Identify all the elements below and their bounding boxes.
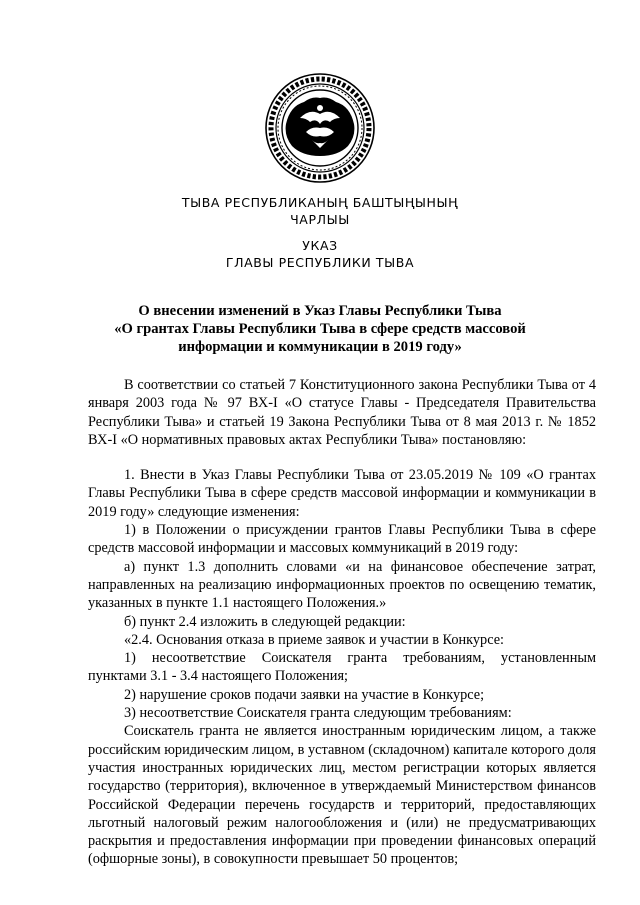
document-title-line1: О внесении изменений в Указ Главы Республики Тыва	[138, 303, 502, 319]
paragraph-subitem-1: 1) в Положении о присуждении грантов Главы Республики Тыва в сфере средств массовой информации и массовых коммуникаций в 2019 году:	[88, 522, 596, 557]
paragraph-applicant-requirement: Соискатель гранта не является иностранным юридическим лицом, а также российским юридическим лицом, в уставном (складочном) капитале которого доля участия иностранных юридических лиц, местом регистрации которых является государство (территория), включенное в утверждаемый Министерством финансов Российской Федерации перечень государств и территорий, предоставляющих льготный налоговый режим налогообложения и (или) не предусматривающих раскрытия и предоставления информации при проведении финансовых операций (офшорные зоны), в совокупности превышает 50 процентов;	[88, 723, 596, 868]
paragraph-clause-item-2: 2) нарушение сроков подачи заявки на участие в Конкурсе;	[124, 686, 485, 703]
header-russian-line1: УКАЗ	[302, 238, 338, 253]
header-tuvan-line2: ЧАРЛЫЫ	[290, 212, 350, 227]
document-title-line2: «О грантах Главы Республики Тыва в сфере средств массовой	[114, 321, 526, 337]
paragraph-clause-2-4: «2.4. Основания отказа в приеме заявок и участии в Конкурсе:	[124, 631, 505, 648]
paragraph-subitem-a: а) пункт 1.3 дополнить словами «и на финансовое обеспечение затрат, направленных на реализацию информационных проектов по освещению тематик, указанных в пункте 1.1 настоящего Положения.»	[88, 558, 596, 612]
document-body	[88, 376, 596, 869]
document-title-line3: информации и коммуникации в 2019 году»	[178, 339, 462, 355]
header-russian-line2: ГЛАВЫ РЕСПУБЛИКИ ТЫВА	[225, 255, 415, 270]
paragraph-clause-item-1: 1) несоответствие Соискателя гранта требованиям, установленным пунктами 3.1 - 3.4 настоящего Положения;	[88, 650, 596, 685]
paragraph-subitem-b: б) пункт 2.4 изложить в следующей редакции:	[124, 613, 406, 630]
paragraph-item-1: 1. Внести в Указ Главы Республики Тыва от 23.05.2019 № 109 «О грантах Главы Республики Тыва в сфере средств массовой информации и коммуникации в 2019 году» следующие изменения:	[88, 467, 596, 520]
preamble-paragraph: В соответствии со статьей 7 Конституционного закона Республики Тыва от 4 января 2003 года № 97 ВХ-I «О статусе Главы - Председателя Правительства Республики Тыва» и статьей 19 Закона Республики Тыва от 8 мая 2013 г. № 1852 ВХ-I «О нормативных правовых актах Республики Тыва» постановляю:	[88, 377, 596, 448]
coat-of-arms-emblem	[264, 72, 376, 184]
paragraph-clause-item-3: 3) несоответствие Соискателя гранта следующим требованиям:	[124, 705, 512, 722]
header-tuvan-line1: ТЫВА РЕСПУБЛИКАНЫҢ БАШТЫҢЫНЫҢ	[181, 195, 459, 210]
